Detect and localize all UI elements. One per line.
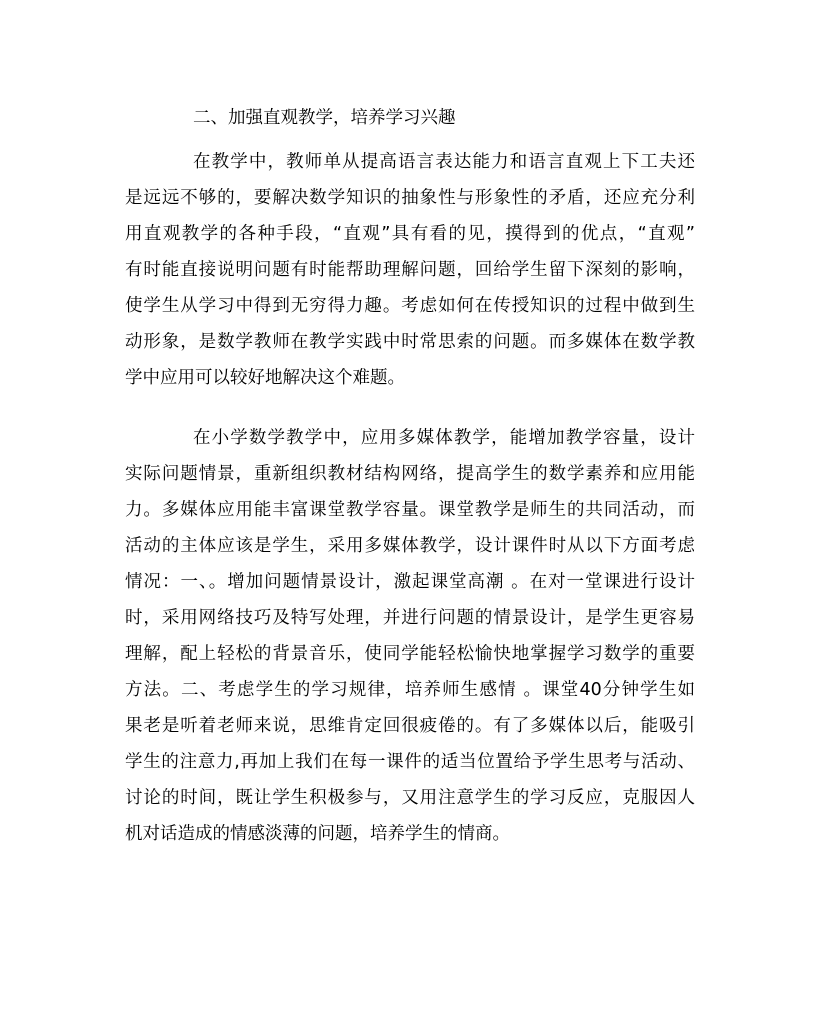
paragraph-1-line-6: 动形象，是数学教师在教学实践中时常思索的问题。而多媒体在数学教 xyxy=(125,332,695,352)
paragraph-1-line-1: 在教学中，教师单从提高语言表达能力和语言直观上下工夫还 xyxy=(193,152,695,172)
paragraph-1-line-5: 使学生从学习中得到无穷得力趣。考虑如何在传授知识的过程中做到生 xyxy=(125,296,695,316)
section-heading: 二、加强直观教学，培养学习兴趣 xyxy=(193,108,456,128)
paragraph-2-line-6: 时，采用网络技巧及特写处理，并进行问题的情景设计，是学生更容易 xyxy=(125,608,695,628)
paragraph-2-line-8: 方法。二、考虑学生的学习规律，培养师生感情 。课堂40分钟学生如 xyxy=(125,680,695,700)
paragraph-1-line-7: 学中应用可以较好地解决这个难题。 xyxy=(125,368,405,388)
paragraph-2-line-10: 学生的注意力,再加上我们在每一课件的适当位置给予学生思考与活动、 xyxy=(125,752,695,772)
paragraph-2-line-1: 在小学数学教学中，应用多媒体教学，能增加教学容量，设计 xyxy=(193,428,695,448)
paragraph-1-line-2: 是远远不够的，要解决数学知识的抽象性与形象性的矛盾，还应充分利 xyxy=(125,188,695,208)
paragraph-1-line-3: 用直观教学的各种手段，“直观”具有看的见，摸得到的优点，“直观” xyxy=(125,224,695,244)
paragraph-2-line-5: 情况：一、。增加问题情景设计，激起课堂高潮 。在对一堂课进行设计 xyxy=(125,572,695,592)
paragraph-1-line-4: 有时能直接说明问题有时能帮助理解问题，回给学生留下深刻的影响， xyxy=(125,260,695,280)
paragraph-2-line-3: 力。多媒体应用能丰富课堂教学容量。课堂教学是师生的共同活动，而 xyxy=(125,500,695,520)
paragraph-2-line-2: 实际问题情景，重新组织教材结构网络，提高学生的数学素养和应用能 xyxy=(125,464,695,484)
paragraph-2-line-9: 果老是听着老师来说，思维肯定回很疲倦的。有了多媒体以后，能吸引 xyxy=(125,716,695,736)
paragraph-2-line-11: 讨论的时间，既让学生积极参与，又用注意学生的学习反应，克服因人 xyxy=(125,788,695,808)
paragraph-2-line-7: 理解，配上轻松的背景音乐，使同学能轻松愉快地掌握学习数学的重要 xyxy=(125,644,695,664)
paragraph-2-line-12: 机对话造成的情感淡薄的问题，培养学生的情商。 xyxy=(125,824,510,844)
paragraph-2-line-4: 活动的主体应该是学生，采用多媒体教学，设计课件时从以下方面考虑 xyxy=(125,536,695,556)
